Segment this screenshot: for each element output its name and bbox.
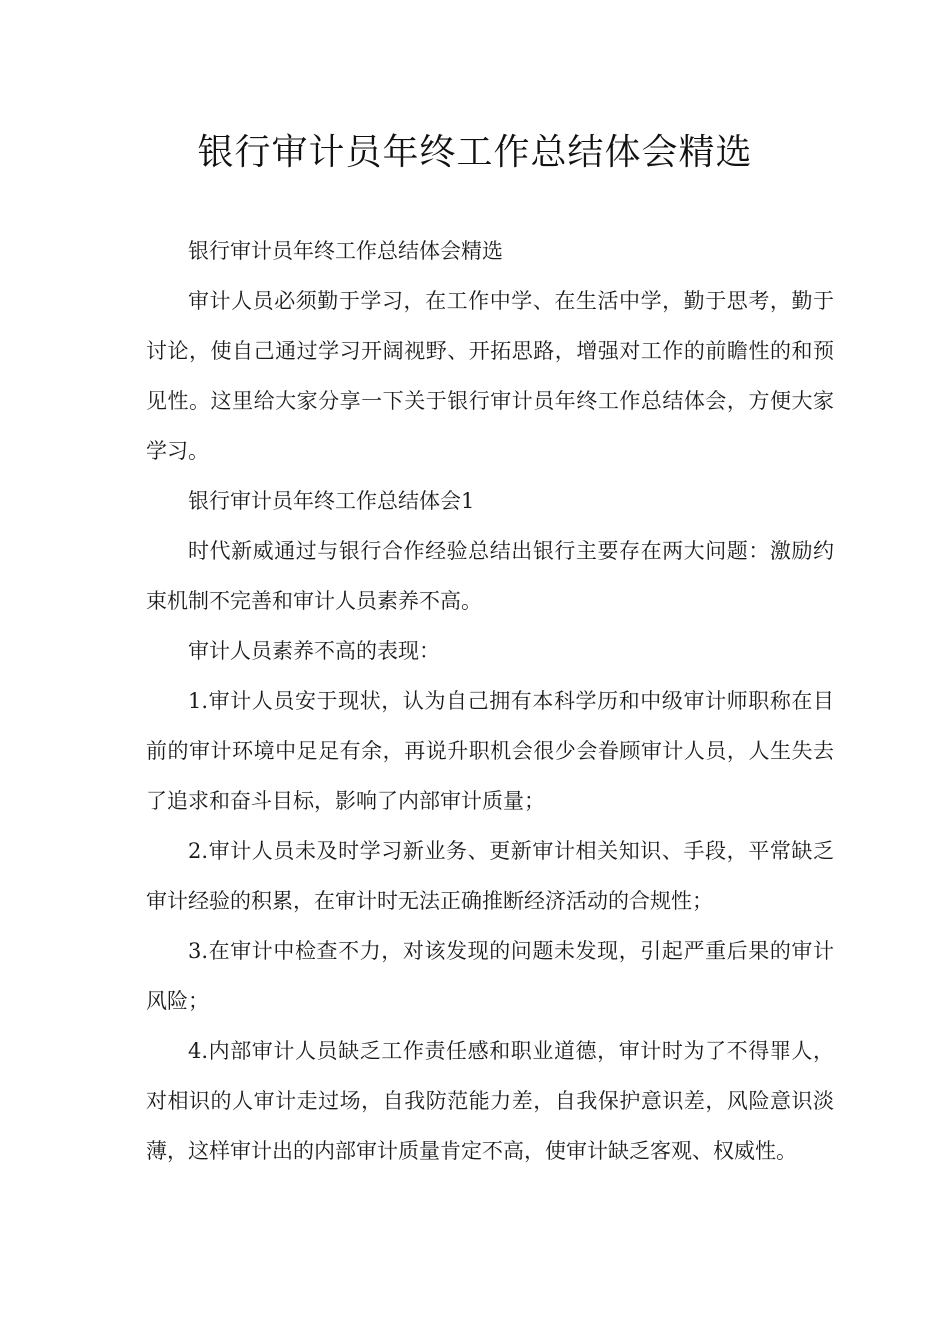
paragraph-item-1: 1.审计人员安于现状，认为自己拥有本科学历和中级审计师职称在目前的审计环境中足足有余，再说升职机会很少会眷顾审计人员，人生失去了追求和奋斗目标，影响了内部审计质量； [146,689,834,813]
paragraph-problems: 时代新威通过与银行合作经验总结出银行主要存在两大问题：激励约束机制不完善和审计人员素养不高。 [146,539,834,613]
paragraph-list-heading: 审计人员素养不高的表现： [188,639,440,663]
paragraph-intro: 审计人员必须勤于学习，在工作中学、在生活中学，勤于思考，勤于讨论，使自己通过学习开阔视野、开拓思路，增强对工作的前瞻性的和预见性。这里给大家分享一下关于银行审计员年终工作总结体会，方便大家学习。 [146,289,834,463]
paragraph-section-heading: 银行审计员年终工作总结体会1 [188,489,475,513]
paragraph-item-4: 4.内部审计人员缺乏工作责任感和职业道德，审计时为了不得罪人，对相识的人审计走过场，自我防范能力差，自我保护意识差，风险意识淡薄，这样审计出的内部审计质量肯定不高，使审计缺乏客观、权威性。 [146,1039,834,1163]
document-title: 银行审计员年终工作总结体会精选 [197,132,753,173]
paragraph-subtitle: 银行审计员年终工作总结体会精选 [188,239,503,263]
paragraph-item-2: 2.审计人员未及时学习新业务、更新审计相关知识、手段，平常缺乏审计经验的积累，在审计时无法正确推断经济活动的合规性； [146,839,834,913]
paragraph-item-3: 3.在审计中检查不力，对该发现的问题未发现，引起严重后果的审计风险； [146,939,834,1013]
document-body [146,226,834,1176]
